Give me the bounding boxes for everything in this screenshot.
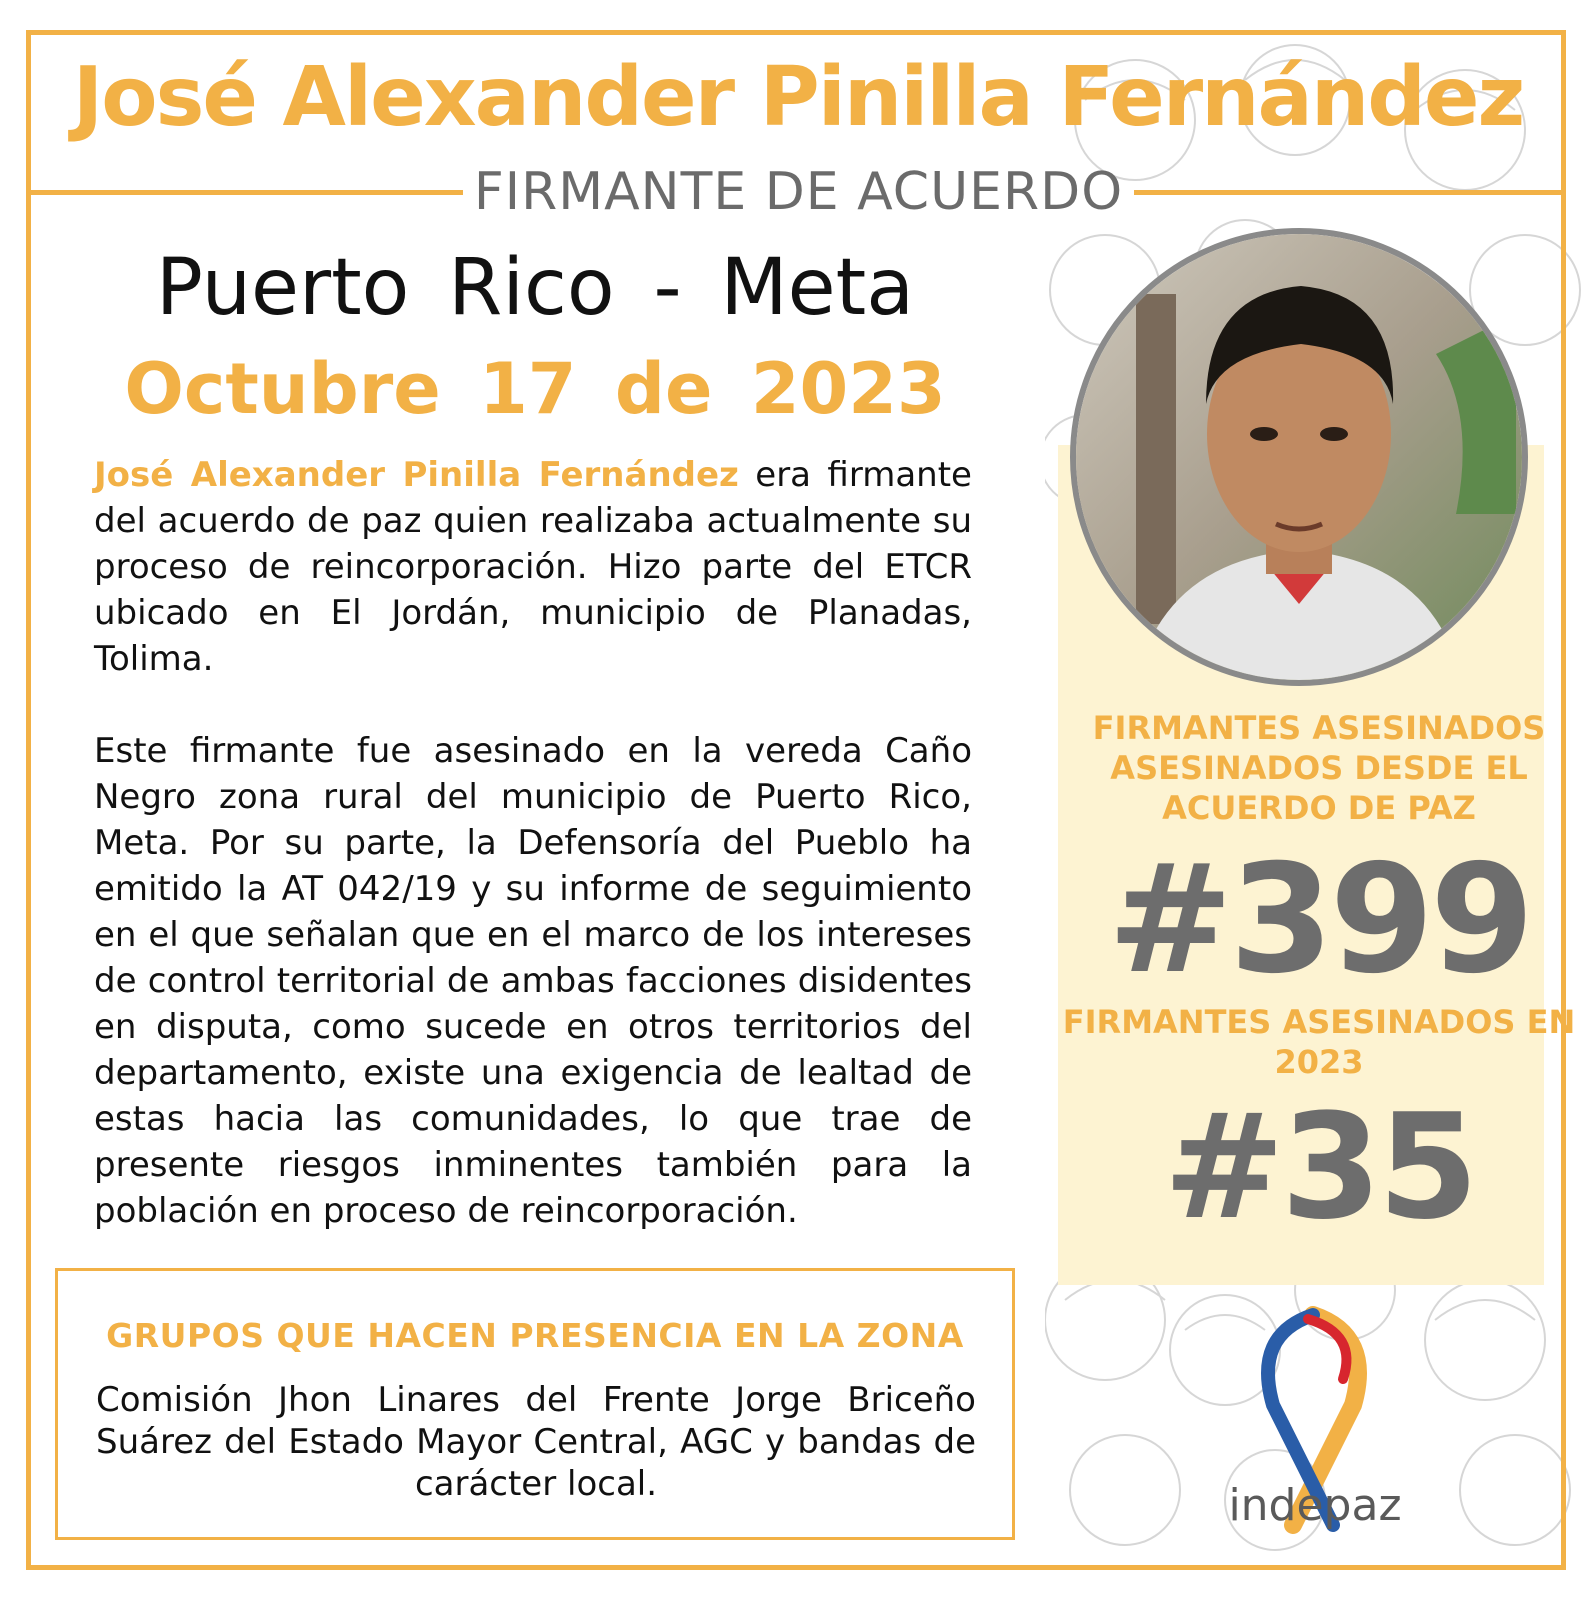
groups-title: GRUPOS QUE HACEN PRESENCIA EN LA ZONA xyxy=(106,1316,964,1355)
event-date: Octubre 17 de 2023 xyxy=(124,348,946,430)
description-paragraph-1 xyxy=(94,452,972,682)
indepaz-logo-text: indepaz xyxy=(1228,1480,1402,1531)
divider-left xyxy=(31,190,463,195)
year-killed-label: FIRMANTES ASESINADOS EN 2023 xyxy=(1062,1003,1576,1081)
groups-box xyxy=(55,1268,1015,1540)
victim-name-title: José Alexander Pinilla Fernández xyxy=(72,50,1524,145)
event-location: Puerto Rico - Meta xyxy=(155,243,915,333)
description-paragraph-2: Este firmante fue asesinado en la vereda Caño Negro zona rural del municipio de Puerto Rico, Meta. Por su parte, la Defensoría del Pueblo ha emitido la AT 042/19 y su informe de seguimiento en el que señalan que en el marco de los intereses de control territorial de ambas facciones disidentes en disputa, como sucede en otros territorios del departamento, existe una exigencia de lealtad de estas hacia las comunidades, lo que trae de presente riesgos inminentes también para la población en proceso de reincorporación. xyxy=(94,731,972,1231)
victim-photo xyxy=(1070,228,1528,686)
divider-right xyxy=(1134,190,1566,195)
description-paragraph-1-text: era firmante del acuerdo de paz quien realizaba actualmente su proceso de reincorporación. Hizo parte del ETCR ubicado en El Jordán, municipio de Planadas, Tolima. xyxy=(94,455,972,679)
groups-text: Comisión Jhon Linares del Frente Jorge Briceño Suárez del Estado Mayor Central, AGC y bandas de carácter local. xyxy=(96,1380,976,1504)
role-subtitle: FIRMANTE DE ACUERDO xyxy=(473,162,1124,222)
year-killed-count: #35 xyxy=(1163,1083,1475,1252)
total-killed-count: #399 xyxy=(1107,833,1531,1007)
total-killed-label: FIRMANTES ASESINADOS ASESINADOS DESDE EL ACUERDO DE PAZ xyxy=(1092,709,1546,827)
highlighted-name: José Alexander Pinilla Fernández xyxy=(94,455,739,495)
